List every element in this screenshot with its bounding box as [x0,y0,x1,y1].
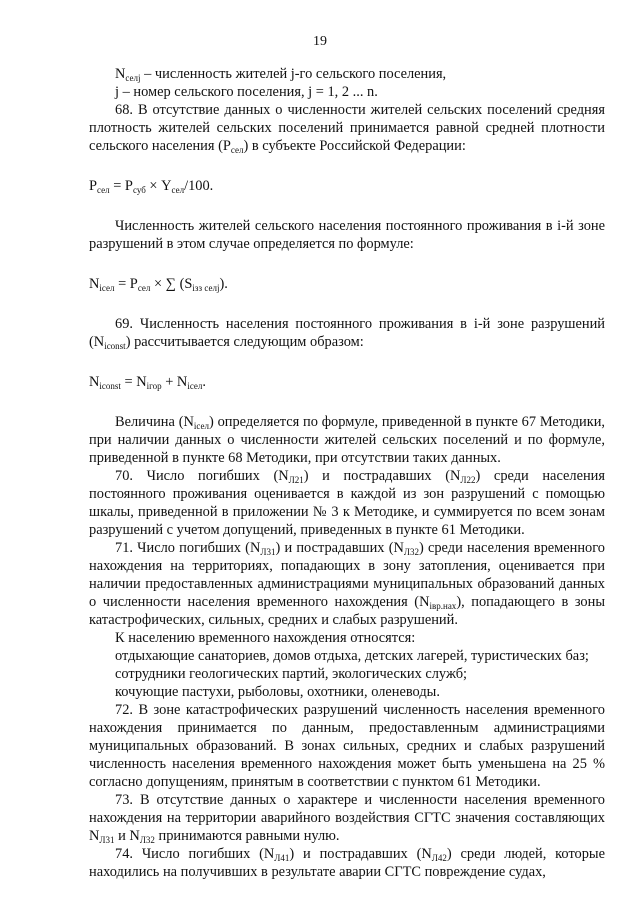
paragraph-72: 72. В зоне катастрофических разрушений численность населения временного нахождения принимается по данным, предоставленным администрациями муниципальных образований. В зонах сильных, средних и слабых разрушений численность населения временного нахождения может быть уменьшена на 25 % согласно допущениям, принятым в соответствии с пунктом 61 Методики. [89,702,605,790]
paragraph-71: 71. Число погибших $(N_{Л31})$ и пострадавших $(N_{Л32})$ среди населения временного нахождения на территориях, попадающих в зону затопления, оценивается при наличии предоставленных администрациями муниципальных образований данных о численности населения временного нахождения $(N_{iвр.нах})$, попадающего в зоны катастрофических, сильных, средних и слабых разрушений. [89,540,605,628]
list-item: кочующие пастухи, рыболовы, охотники, оленеводы. [115,684,440,700]
paragraph-temporary-population: К населению временного нахождения относятся: [115,630,416,646]
definition-j: j – номер сельского поселения, j = 1, 2 ... n. [115,84,378,100]
paragraph-value-n-isel: Величина $(N_{iсел})$ определяется по формуле, приведенной в пункте 67 Методики, при наличии данных о численности жителей сельских поселений и по формуле, приведенной в пункте 68 Методики, при отсутствии таких данных. [89,414,606,466]
paragraph-rural-population: Численность жителей сельского населения постоянного проживания в i-й зоне разрушений в этом случае определяется по формуле: [89,218,605,252]
list-item: сотрудники геологических партий, экологических служб; [115,666,468,682]
page-number: 19 [313,34,327,49]
formula-n-iconst: $N_{iconst} = N_{iгор} + N_{iсел}$. [89,374,207,391]
formula-n-isel: $N_{iсел} = P_{сел}$ × ∑ $(S_{iзз селj})$. [89,276,228,293]
document-body [89,65,605,881]
paragraph-74: 74. Число погибших $(N_{Л41})$ и пострадавших $(N_{Л42})$ среди людей, которые находились на получивших в результате аварии СГТС повреждение судах, [89,846,605,880]
paragraph-69: 69. Численность населения постоянного проживания в i-й зоне разрушений $(N_{iconst})$ рассчитывается следующим образом: [89,316,605,351]
formula-p-sel: $P_{сел} = P_{суб} \times Y_{сел}/100$. [89,178,214,195]
paragraph-68: 68. В отсутствие данных о численности жителей сельских поселений средняя плотность жителей сельских поселений принимается равной средней плотности сельского населения $(P_{сел})$ в субъекте Российской Федерации: [89,102,605,155]
definition-n-selj: $N_{селj}$ – численность жителей j-го сельского поселения, [115,66,447,83]
paragraph-73: 73. В отсутствие данных о характере и численности населения временного нахождения на территории аварийного воздействия СГТС значения составляющих $N_{Л31}$ и $N_{Л32}$ принимаются равными нулю. [89,792,605,845]
paragraph-70: 70. Число погибших $(N_{Л21})$ и пострадавших $(N_{Л22})$ среди населения постоянного проживания оценивается в каждой из зон разрушений с помощью шкалы, приведенной в приложении № 3 к Методике, и суммируется по всем зонам разрушений с учетом допущений, приведенных в пункте 61 Методики. [89,468,605,538]
list-item: отдыхающие санаториев, домов отдыха, детских лагерей, туристических баз; [115,648,589,664]
